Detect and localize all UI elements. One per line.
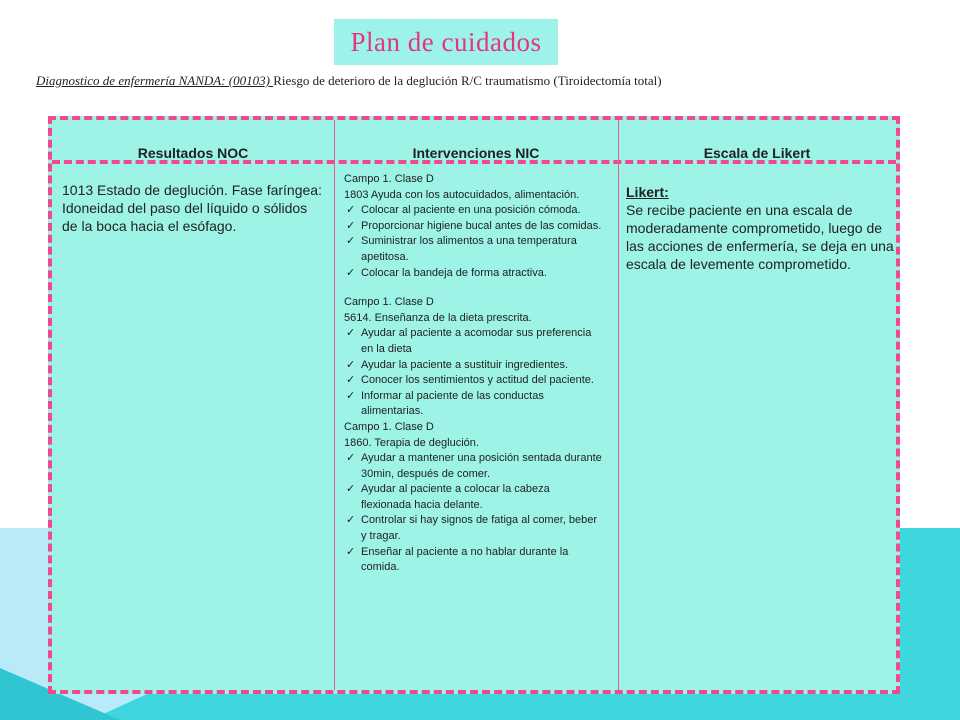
list-item	[344, 234, 602, 265]
checkmark-icon: ✓	[346, 483, 356, 496]
care-plan-table	[48, 116, 900, 694]
header-divider	[52, 160, 896, 164]
checkmark-icon: ✓	[346, 219, 356, 232]
table-header	[52, 120, 896, 164]
checkmark-icon: ✓	[346, 327, 356, 340]
list-item-text: Enseñar al paciente a no hablar durante la comida.	[361, 545, 569, 574]
likert-text: Se recibe paciente en una escala de moderadamente comprometido, luego de las acciones de enfermería, se deja en una escala de levemente comprometido.	[626, 202, 894, 272]
list-item-text: Colocar al paciente en una posición cómoda.	[361, 204, 581, 217]
list-item	[344, 203, 602, 219]
list-item-text: Suministrar los alimentos a una temperatura apetitosa.	[361, 235, 577, 263]
page-title: Plan de cuidados	[350, 26, 542, 57]
list-item-text: Conocer los sentimientos y actitud del paciente.	[361, 374, 594, 387]
title-box	[334, 19, 558, 65]
checkmark-icon: ✓	[346, 452, 356, 465]
nic-list	[344, 172, 602, 576]
list-item-text: Colocar la bandeja de forma atractiva.	[361, 266, 547, 279]
list-item	[344, 482, 602, 513]
list-item	[344, 358, 602, 374]
diagnosis-label: Diagnostico de enfermería NANDA: (00103)	[36, 73, 274, 88]
checkmark-icon: ✓	[346, 514, 356, 527]
header-likert: Escala de Likert	[703, 145, 811, 161]
diagnosis-line	[36, 73, 936, 89]
nic-campo: Campo 1. Clase D	[344, 296, 434, 309]
column-divider	[334, 120, 335, 690]
noc-cell	[62, 170, 324, 235]
checkmark-icon: ✓	[346, 374, 356, 387]
nic-campo: Campo 1. Clase D	[344, 420, 434, 433]
noc-text: 1013 Estado de deglución. Fase faríngea: Idoneidad del paso del líquido o sólidos de la boca hacia el esófago.	[62, 182, 322, 234]
checkmark-icon: ✓	[346, 545, 356, 558]
nic-cell	[344, 170, 602, 576]
header-noc: Resultados NOC	[137, 145, 249, 161]
list-item-text: Proporcionar higiene bucal antes de las comidas.	[361, 219, 602, 232]
list-item	[344, 326, 602, 357]
checkmark-icon: ✓	[346, 204, 356, 217]
column-divider	[618, 120, 619, 690]
list-item-text: Controlar si hay signos de fatiga al comer, beber y tragar.	[361, 514, 598, 543]
list-item	[344, 266, 602, 282]
list-item	[344, 389, 602, 420]
nic-title: 1860. Terapia de deglución.	[344, 436, 479, 449]
likert-cell	[626, 170, 898, 273]
nic-items	[344, 451, 602, 576]
checkmark-icon: ✓	[346, 266, 356, 279]
checkmark-icon: ✓	[346, 235, 356, 248]
list-item	[344, 451, 602, 482]
list-item	[344, 219, 602, 235]
nic-title: 5614. Enseñanza de la dieta prescrita.	[344, 311, 532, 324]
nic-items	[344, 326, 602, 420]
list-item-text: Informar al paciente de las conductas alimentarias.	[361, 389, 544, 418]
section-gap	[344, 281, 602, 295]
checkmark-icon: ✓	[346, 389, 356, 402]
header-nic: Intervenciones NIC	[412, 145, 540, 161]
list-item	[344, 373, 602, 389]
diagnosis-text: Riesgo de deterioro de la deglución R/C traumatismo (Tiroidectomía total)	[273, 73, 662, 88]
list-item-text: Ayudar la paciente a sustituir ingredientes.	[361, 358, 569, 371]
nic-campo: Campo 1. Clase D	[344, 173, 434, 185]
checkmark-icon: ✓	[346, 358, 356, 371]
nic-items	[344, 203, 602, 281]
list-item-text: Ayudar al paciente a acomodar sus preferencia en la dieta	[361, 327, 592, 355]
likert-title: Likert:	[626, 184, 669, 200]
list-item	[344, 513, 602, 544]
list-item	[344, 545, 602, 576]
list-item-text: Ayudar a mantener una posición sentada durante 30min, después de comer.	[361, 452, 602, 480]
list-item-text: Ayudar al paciente a colocar la cabeza flexionada hacia delante.	[361, 483, 550, 511]
nic-title: 1803 Ayuda con los autocuidados, alimentación.	[344, 188, 580, 201]
